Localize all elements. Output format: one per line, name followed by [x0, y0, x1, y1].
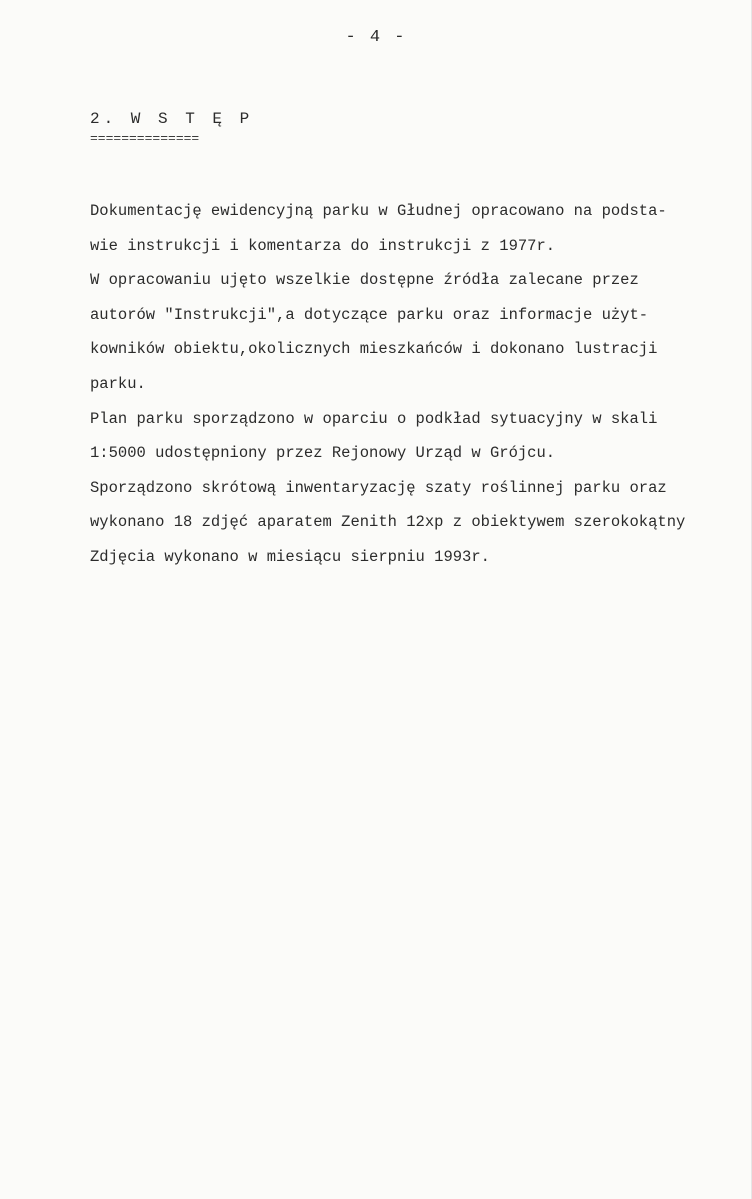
text-line: W opracowaniu ujęto wszelkie dostępne źródła zalecane przez — [90, 271, 639, 290]
text-line: Plan parku sporządzono w oparciu o podkład sytuacyjny w skali — [90, 409, 658, 428]
text-line: 1:5000 udostępniony przez Rejonowy Urząd w Grójcu. — [90, 444, 556, 463]
text-line: wykonano 18 zdjęć aparatem Zenith 12xp z obiektywem szerokokątny — [90, 513, 686, 532]
text-line: autorów "Instrukcji",a dotyczące parku oraz informacje użyt- — [90, 305, 649, 324]
text-line: Dokumentację ewidencyjną parku w Głudnej opracowano na podsta- — [90, 202, 667, 220]
text-line: kowników obiektu,okolicznych mieszkańców i dokonano lustracji — [90, 340, 658, 359]
body-paragraph — [90, 194, 750, 575]
section-heading-underline: ============== — [90, 131, 200, 146]
text-line: wie instrukcji i komentarza do instrukcji z 1977r. — [90, 236, 556, 255]
page-number: - 4 - — [345, 28, 407, 47]
section-heading: 2. W S T Ę P — [90, 110, 254, 128]
text-line: Zdjęcia wykonano w miesiącu sierpniu 1993r. — [90, 547, 490, 566]
text-line: Sporządzono skrótową inwentaryzację szaty roślinnej parku oraz — [90, 478, 667, 497]
text-line: parku. — [90, 374, 146, 393]
